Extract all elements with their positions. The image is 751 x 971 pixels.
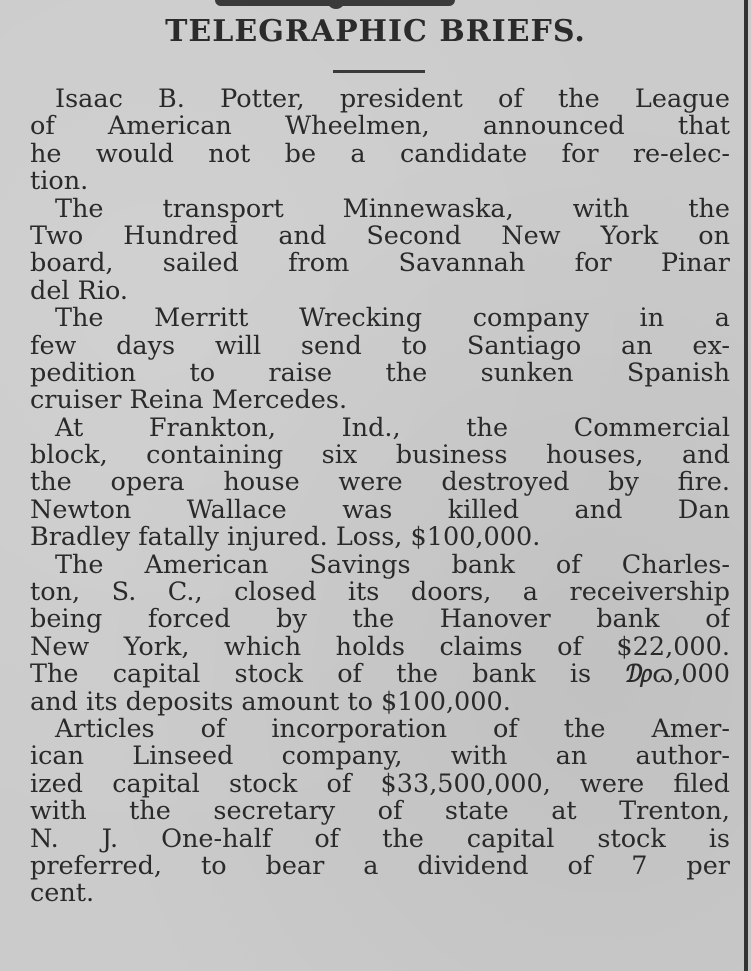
text-line: he would not be a candidate for re-elec- [30,140,730,169]
text-line: cruiser Reina Mercedes. [30,387,348,415]
text-line: Articles of incorporation of the Amer- [55,715,730,744]
text-line: The transport Minnewaska, with the [55,195,730,223]
text-line: ton, S. C., closed its doors, a receivership [30,579,730,607]
text-line: Isaac B. Potter, president of the League [55,86,730,114]
top-ornament-rule [215,0,455,6]
text-line: board, sailed from Savannah for Pinar [30,250,730,278]
text-line: Newton Wallace was killed and Dan [30,496,730,525]
text-line: Two Hundred and Second New York on [30,222,730,251]
column-rule [744,0,748,971]
paragraph-6 [30,716,730,908]
text-line: ized capital stock of $33,500,000, were filed [30,770,730,799]
paragraph-1 [30,86,730,196]
text-line: cent. [30,880,95,908]
paragraph-5 [30,552,730,716]
text-line: few days will send to Santiago an ex- [30,332,730,360]
paragraph-2 [30,196,730,306]
text-line: pedition to raise the sunken Spanish [30,359,730,388]
text-line: block, containing six business houses, and [30,442,730,470]
headline: TELEGRAPHIC BRIEFS. [165,14,586,49]
text-line: The capital stock of the bank is ₯ɷ,000 [30,661,730,689]
text-line: ican Linseed company, with an author- [30,743,730,771]
text-line: preferred, to bear a dividend of 7 per [30,852,730,881]
text-line: New York, which holds claims of $22,000. [30,633,730,662]
paragraph-3 [30,305,730,415]
text-line: At Frankton, Ind., the Commercial [55,414,730,443]
text-line: the opera house were destroyed by fire. [30,469,730,497]
text-line: N. J. One-half of the capital stock is [30,825,730,853]
headline-divider [333,70,425,73]
text-line: The American Savings bank of Charles- [55,551,730,580]
text-line: The Merritt Wrecking company in a [55,305,730,333]
text-line: tion. [30,168,89,196]
text-line: and its deposits amount to $100,000. [30,688,511,716]
text-line: del Rio. [30,277,129,306]
paragraph-4 [30,415,730,552]
text-line: Bradley fatally injured. Loss, $100,000. [30,524,541,552]
text-line: being forced by the Hanover bank of [30,606,730,634]
text-line: with the secretary of state at Trenton, [30,798,730,826]
text-line: of American Wheelmen, announced that [30,113,730,141]
article-body [30,86,730,908]
